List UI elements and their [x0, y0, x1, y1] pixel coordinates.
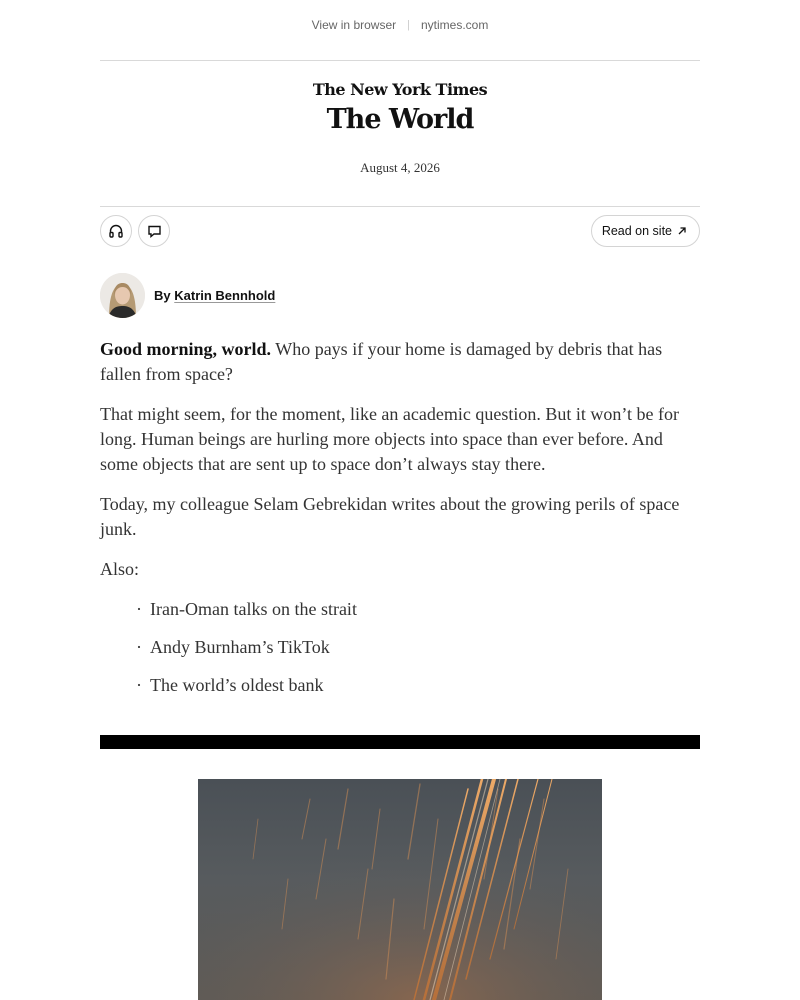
- action-toolbar: [100, 215, 700, 247]
- author-avatar[interactable]: [100, 273, 145, 318]
- comment-icon: [147, 224, 162, 239]
- byline-prefix: By: [154, 287, 171, 303]
- comment-button[interactable]: [138, 215, 170, 247]
- intro-paragraph: [100, 337, 700, 387]
- paragraph-2: That might seem, for the moment, like an academic question. But it won’t be for long. Human beings are hurling more objects into space than ever before. And some objects that are sent up to space don’t always stay there.: [100, 404, 680, 474]
- also-label: Also:: [100, 559, 140, 579]
- section-divider-bar: [100, 735, 700, 749]
- masthead: [100, 80, 700, 136]
- newsletter-body: [100, 337, 700, 711]
- listen-button[interactable]: [100, 215, 132, 247]
- author-link[interactable]: Katrin Bennhold: [174, 287, 276, 303]
- list-item[interactable]: · Iran-Oman talks on the strait: [138, 597, 700, 622]
- divider-top: [100, 60, 700, 61]
- headphones-icon: [108, 223, 124, 239]
- nytimes-link[interactable]: nytimes.com: [420, 18, 489, 32]
- also-list: [138, 597, 700, 698]
- byline: [100, 272, 275, 318]
- nyt-logo[interactable]: The New York Times: [312, 80, 488, 99]
- read-on-site-label: Read on site: [601, 224, 672, 238]
- intro-greeting: Good morning, world.: [100, 339, 272, 359]
- view-in-browser-link[interactable]: View in browser: [311, 18, 397, 32]
- paragraph-3: Today, my colleague Selam Gebrekidan writes about the growing perils of space junk.: [100, 494, 680, 539]
- newsletter-title: The World: [326, 104, 474, 135]
- read-on-site-button[interactable]: [591, 215, 700, 247]
- list-item[interactable]: · The world’s oldest bank: [138, 673, 700, 698]
- arrow-up-right-icon: [677, 226, 687, 236]
- byline-text: [154, 288, 275, 303]
- hero-image[interactable]: [198, 779, 602, 1000]
- list-item[interactable]: · Andy Burnham’s TikTok: [138, 635, 700, 660]
- top-links-bar: [0, 0, 800, 50]
- link-separator: |: [407, 19, 410, 31]
- issue-date: August 4, 2026: [360, 160, 440, 175]
- divider-toolbar: [100, 206, 700, 207]
- intro-text: Who pays if your home is damaged by debris that has fallen from space?: [100, 339, 663, 384]
